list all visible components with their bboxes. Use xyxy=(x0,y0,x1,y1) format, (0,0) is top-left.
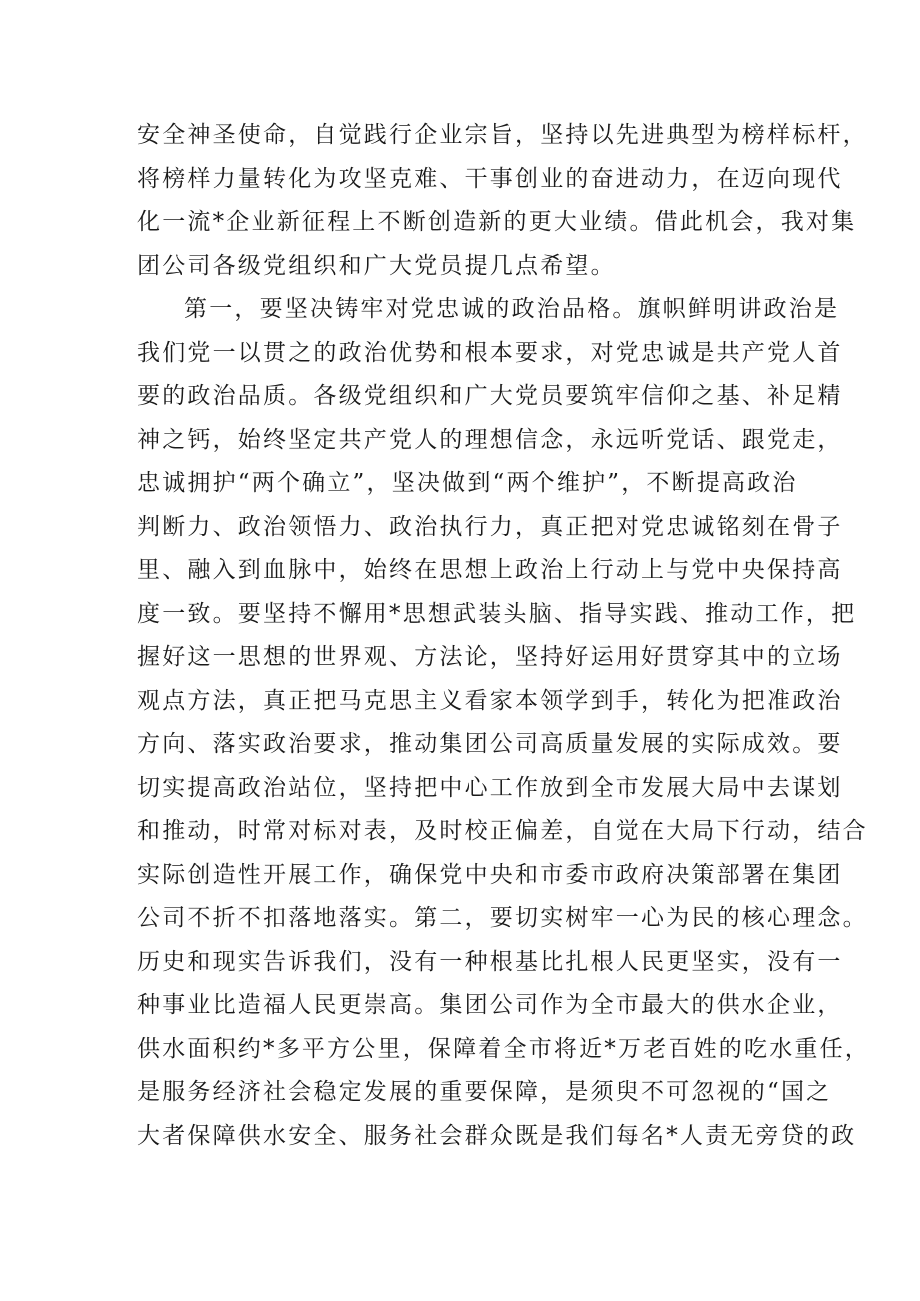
text-line: 我们党一以贯之的政治优势和根本要求，对党忠诚是共产党人首 xyxy=(137,339,843,366)
text-line: 历史和现实告诉我们，没有一种根基比扎根人民更坚实，没有一 xyxy=(137,948,843,975)
text-line: 供水面积约*多平方公里，保障着全市将近*万老百姓的吃水重任， xyxy=(137,1035,870,1062)
text-line: 切实提高政治站位，坚持把中心工作放到全市发展大局中去谋划 xyxy=(137,774,843,801)
text-line: 公司不折不扣落地落实。第二，要切实树牢一心为民的核心理念。 xyxy=(137,905,868,931)
text-line: 观点方法，真正把马克思主义看家本领学到手，转化为把准政治 xyxy=(137,687,843,714)
text-line: 方向、落实政治要求，推动集团公司高质量发展的实际成效。要 xyxy=(137,731,843,757)
text-line: 团公司各级党组织和广大党员提几点希望。 xyxy=(137,252,616,279)
text-line: 将榜样力量转化为攻坚克难、干事创业的奋进动力，在迈向现代 xyxy=(137,165,843,192)
text-line: 种事业比造福人民更崇高。集团公司作为全市最大的供水企业， xyxy=(137,992,843,1018)
text-line: 里、融入到血脉中，始终在思想上政治上行动上与党中央保持高 xyxy=(137,557,843,583)
text-line: 忠诚拥护“两个确立”，坚决做到“两个维护”，不断提高政治 xyxy=(137,470,798,496)
text-line: 和推动，时常对标对表，及时校正偏差，自觉在大局下行动，结合 xyxy=(137,818,868,844)
text-line: 安全神圣使命，自觉践行企业宗旨，坚持以先进典型为榜样标杆， xyxy=(137,122,868,148)
document-body xyxy=(137,114,870,1158)
text-line: 神之钙，始终坚定共产党人的理想信念，永远听党话、跟党走， xyxy=(137,426,843,453)
text-line: 度一致。要坚持不懈用*思想武装头脑、指导实践、推动工作，把 xyxy=(137,600,857,627)
paragraph-1 xyxy=(137,114,868,288)
text-line: 要的政治品质。各级党组织和广大党员要筑牢信仰之基、补足精 xyxy=(137,383,843,409)
paragraph-2 xyxy=(137,288,870,1158)
text-line: 化一流*企业新征程上不断创造新的更大业绩。借此机会，我对集 xyxy=(137,209,857,235)
text-line: 握好这一思想的世界观、方法论，坚持好运用好贯穿其中的立场 xyxy=(137,644,843,670)
text-line: 大者保障供水安全、服务社会群众既是我们每名*人责无旁贷的政 xyxy=(137,1122,857,1149)
text-line: 第一，要坚决铸牢对党忠诚的政治品格。旗帜鲜明讲政治是 xyxy=(184,296,840,322)
text-line: 实际创造性开展工作，确保党中央和市委市政府决策部署在集团 xyxy=(137,861,843,888)
text-line: 判断力、政治领悟力、政治执行力，真正把对党忠诚铭刻在骨子 xyxy=(137,513,843,540)
text-line: 是服务经济社会稳定发展的重要保障，是须臾不可忽视的“国之 xyxy=(137,1079,832,1105)
